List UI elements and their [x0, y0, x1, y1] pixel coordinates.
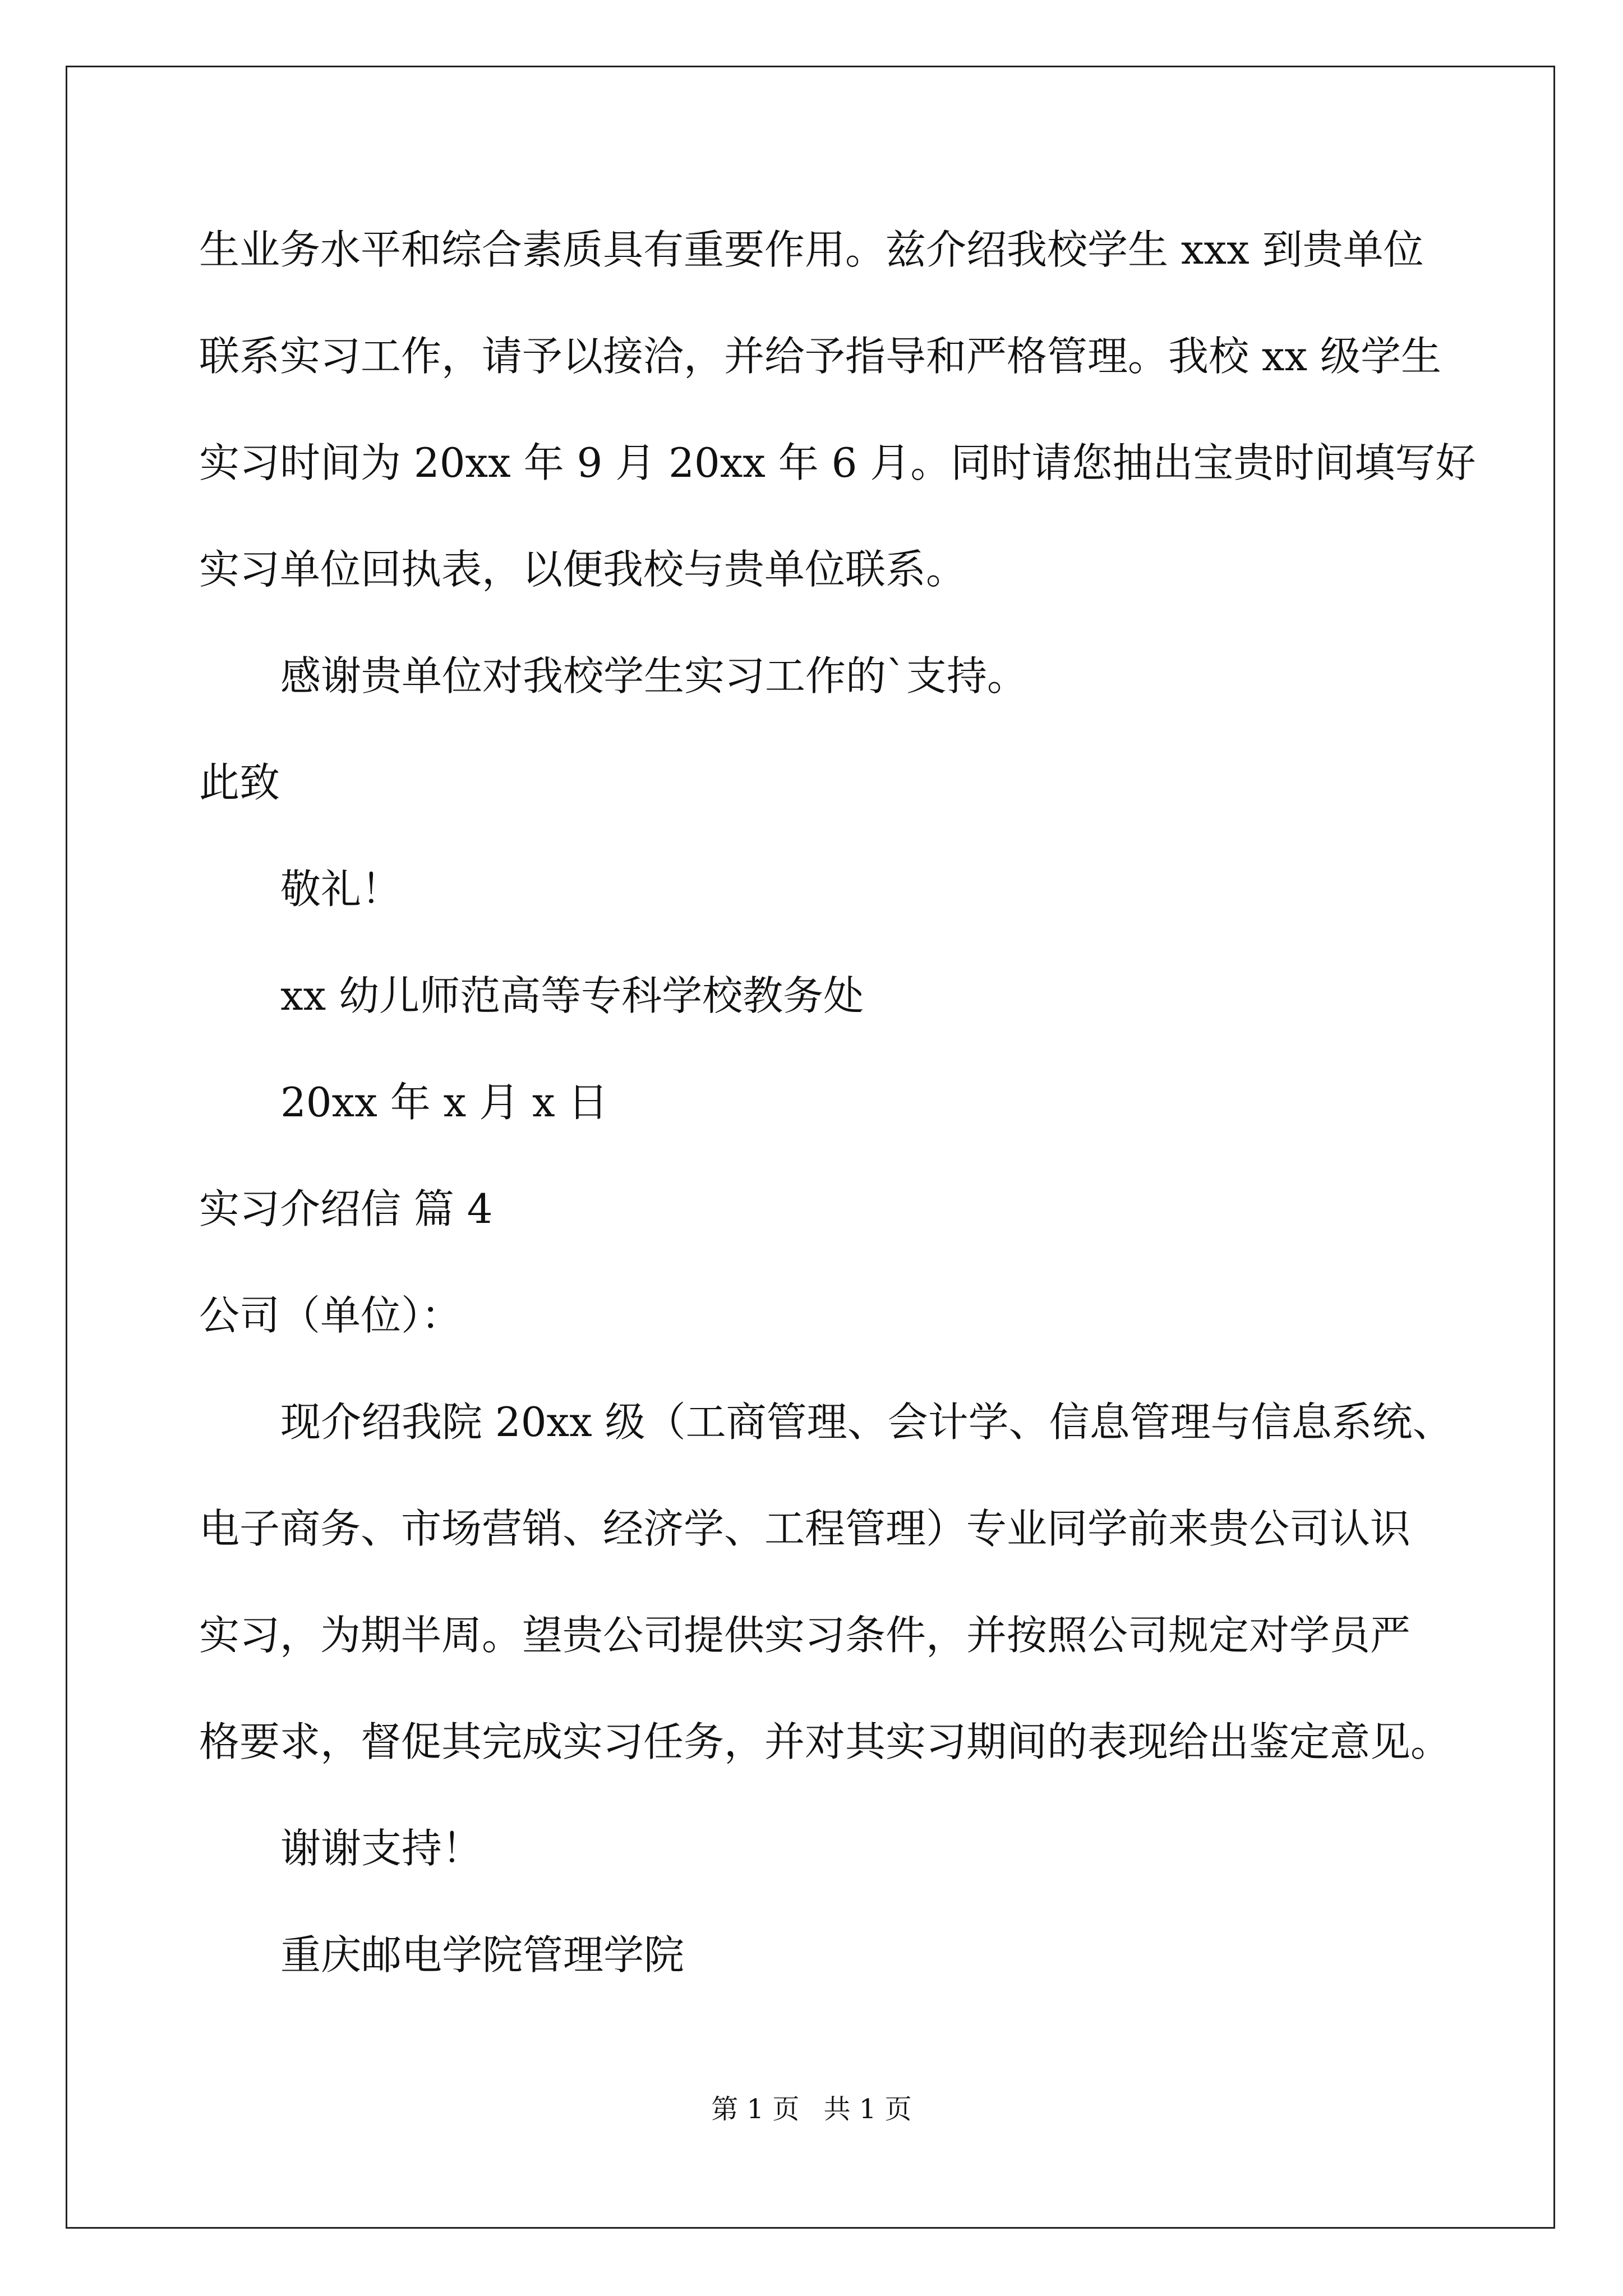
body-line-8: 格要求，督促其完成实习任务，并对其实习期间的表现给出鉴定意见。	[199, 1718, 1451, 1765]
body-line-1: 生业务水平和综合素质具有重要作用。兹介绍我校学生 xxx 到贵单位	[199, 226, 1424, 273]
body-line-5: 现介绍我院 20xx 级（工商管理、会计学、信息管理与信息系统、	[280, 1398, 1453, 1446]
signature-date: 20xx 年 x 月 x 日	[280, 1079, 608, 1126]
page-total: 共 1 页	[823, 2093, 912, 2125]
closing-regards: 敬礼！	[280, 866, 402, 913]
body-line-7: 实习，为期半周。望贵公司提供实习条件，并按照公司规定对学员严	[199, 1612, 1411, 1659]
section-heading: 实习介绍信 篇 4	[199, 1185, 493, 1232]
thanks-line: 感谢贵单位对我校学生实习工作的`支持。	[280, 652, 1028, 700]
body-line-6: 电子商务、市场营销、经济学、工程管理）专业同学前来贵公司认识	[199, 1505, 1411, 1552]
document-body	[199, 222, 1476, 2033]
page-footer	[0, 2092, 1623, 2126]
signature-school: 重庆邮电学院管理学院	[280, 1931, 685, 1978]
signature-institution: xx 幼儿师范高等专科学校教务处	[280, 972, 864, 1019]
recipient-line: 公司（单位）：	[199, 1292, 462, 1339]
closing-salutation: 此致	[199, 759, 280, 806]
body-line-2: 联系实习工作，请予以接洽，并给予指导和严格管理。我校 xx 级学生	[199, 333, 1441, 380]
body-line-4: 实习单位回执表，以便我校与贵单位联系。	[199, 546, 967, 593]
body-line-3: 实习时间为 20xx 年 9 月 20xx 年 6 月。同时请您抽出宝贵时间填写好	[199, 439, 1476, 486]
page-number: 第 1 页	[711, 2093, 800, 2125]
thanks-support-line: 谢谢支持！	[280, 1825, 483, 1872]
